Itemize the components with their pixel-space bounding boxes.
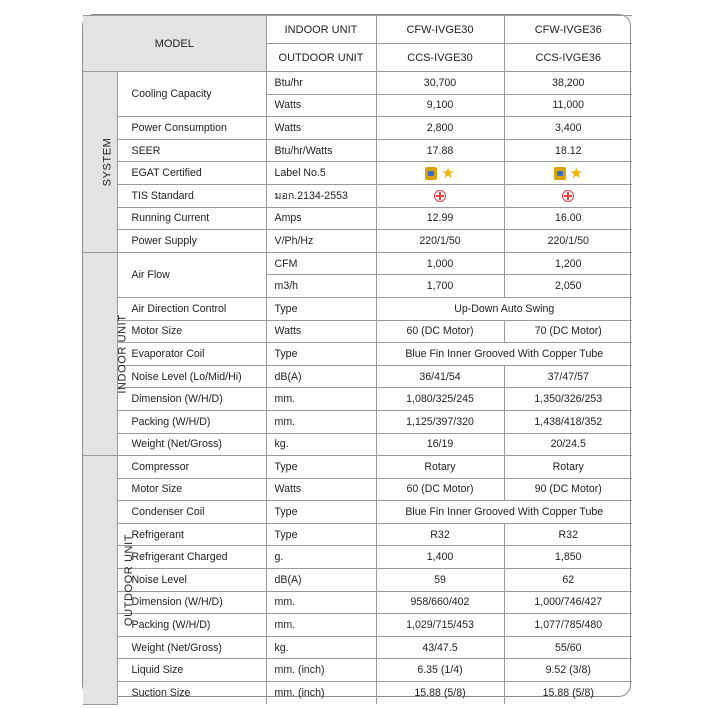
- indoor-model-2: CFW-IVGE36: [504, 16, 632, 44]
- value-noise_level-1: 59: [376, 569, 504, 592]
- value-weight-1: 16/19: [376, 433, 504, 456]
- value-motor_size-1: 60 (DC Motor): [376, 320, 504, 343]
- table-row: [83, 252, 632, 275]
- table-row: [83, 501, 632, 524]
- value-motor_size-2: 70 (DC Motor): [504, 320, 632, 343]
- value-refrigerant_charged-2: 1,850: [504, 546, 632, 569]
- unit-refrigerant_charged: g.: [266, 546, 376, 569]
- table-row: [83, 162, 632, 185]
- unit-condenser_coil: Type: [266, 501, 376, 524]
- value-evaporator_coil: Blue Fin Inner Grooved With Copper Tube: [376, 343, 632, 366]
- value-seer-2: 18.12: [504, 139, 632, 162]
- unit-refrigerant: Type: [266, 523, 376, 546]
- value-weight-2: 20/24.5: [504, 433, 632, 456]
- param-air_direction: Air Direction Control: [117, 297, 266, 320]
- param-air_flow: Air Flow: [117, 252, 266, 297]
- unit-cooling_capacity-b: Watts: [266, 94, 376, 117]
- table-row: [83, 523, 632, 546]
- table-row: [83, 207, 632, 230]
- table-row: [83, 72, 632, 95]
- param-egat: EGAT Certified: [117, 162, 266, 185]
- value-liquid_size-2: 9.52 (3/8): [504, 659, 632, 682]
- table-row: [83, 139, 632, 162]
- param-dimension: Dimension (W/H/D): [117, 591, 266, 614]
- section-indoor: [83, 252, 129, 455]
- table-row: [83, 184, 632, 207]
- value-air_flow-a-1: 1,000: [376, 252, 504, 275]
- section-system: [83, 72, 117, 253]
- value-running_current-1: 12.99: [376, 207, 504, 230]
- value-compressor-2: Rotary: [504, 456, 632, 479]
- table-row: [83, 636, 632, 659]
- param-tis: TIS Standard: [117, 184, 266, 207]
- unit-tis: มอก.2134-2553: [266, 184, 376, 207]
- value-dimension-1: 958/660/402: [376, 591, 504, 614]
- value-egat-1: [376, 162, 504, 185]
- egat-icons: [554, 166, 583, 181]
- value-refrigerant-1: R32: [376, 523, 504, 546]
- param-weight: Weight (Net/Gross): [117, 433, 266, 456]
- table-row: [83, 456, 632, 479]
- value-suction_size-1: 15.88 (5/8): [376, 682, 504, 705]
- unit-suction_size: mm. (inch): [266, 682, 376, 705]
- value-cooling_capacity-a-2: 38,200: [504, 72, 632, 95]
- spec-table: [83, 15, 632, 705]
- value-packing-2: 1,077/785/480: [504, 614, 632, 637]
- param-suction_size: Suction Size: [117, 682, 266, 705]
- unit-seer: Btu/hr/Watts: [266, 139, 376, 162]
- egat-icons: [425, 166, 454, 181]
- unit-weight: kg.: [266, 636, 376, 659]
- unit-cooling_capacity-a: Btu/hr: [266, 72, 376, 95]
- param-noise_level: Noise Level: [117, 569, 266, 592]
- value-cooling_capacity-b-2: 11,000: [504, 94, 632, 117]
- value-packing-1: 1,029/715/453: [376, 614, 504, 637]
- unit-dimension: mm.: [266, 388, 376, 411]
- table-row: [83, 297, 632, 320]
- unit-noise_level: dB(A): [266, 569, 376, 592]
- section-label-outdoor: OUTDOOR UNIT: [123, 533, 136, 626]
- table-row: [83, 365, 632, 388]
- value-air_flow-a-2: 1,200: [504, 252, 632, 275]
- star-icon: ★: [441, 164, 455, 182]
- unit-power_supply: V/Ph/Hz: [266, 230, 376, 253]
- table-row: [83, 659, 632, 682]
- param-evaporator_coil: Evaporator Coil: [117, 343, 266, 366]
- value-seer-1: 17.88: [376, 139, 504, 162]
- unit-liquid_size: mm. (inch): [266, 659, 376, 682]
- value-dimension-1: 1,080/325/245: [376, 388, 504, 411]
- value-refrigerant-2: R32: [504, 523, 632, 546]
- param-weight: Weight (Net/Gross): [117, 636, 266, 659]
- param-motor_size: Motor Size: [117, 320, 266, 343]
- param-noise_level: Noise Level (Lo/Mid/Hi): [117, 365, 266, 388]
- unit-air_flow-a: CFM: [266, 252, 376, 275]
- unit-air_flow-b: m3/h: [266, 275, 376, 298]
- outdoor-model-2: CCS-IVGE36: [504, 44, 632, 72]
- unit-air_direction: Type: [266, 297, 376, 320]
- unit-dimension: mm.: [266, 591, 376, 614]
- param-compressor: Compressor: [117, 456, 266, 479]
- section-label-system: SYSTEM: [101, 137, 114, 187]
- table-row: [83, 569, 632, 592]
- section-label-indoor: INDOOR UNIT: [116, 314, 129, 394]
- indoor-unit-label: INDOOR UNIT: [266, 16, 376, 44]
- value-noise_level-2: 62: [504, 569, 632, 592]
- table-row: [83, 388, 632, 411]
- value-weight-1: 43/47.5: [376, 636, 504, 659]
- table-row: [83, 16, 632, 44]
- param-cooling_capacity: Cooling Capacity: [117, 72, 266, 117]
- param-packing: Packing (W/H/D): [117, 410, 266, 433]
- value-noise_level-2: 37/47/57: [504, 365, 632, 388]
- section-outdoor: [83, 456, 136, 705]
- param-power_supply: Power Supply: [117, 230, 266, 253]
- value-running_current-2: 16.00: [504, 207, 632, 230]
- param-running_current: Running Current: [117, 207, 266, 230]
- value-liquid_size-1: 6.35 (1/4): [376, 659, 504, 682]
- tis-mark-icon: [434, 190, 446, 202]
- value-suction_size-2: 15.88 (5/8): [504, 682, 632, 705]
- value-weight-2: 55/60: [504, 636, 632, 659]
- value-noise_level-1: 36/41/54: [376, 365, 504, 388]
- table-row: [83, 230, 632, 253]
- param-condenser_coil: Condenser Coil: [117, 501, 266, 524]
- table-row: [83, 320, 632, 343]
- table-row: [83, 591, 632, 614]
- param-dimension: Dimension (W/H/D): [117, 388, 266, 411]
- unit-motor_size: Watts: [266, 478, 376, 501]
- value-cooling_capacity-b-1: 9,100: [376, 94, 504, 117]
- table-row: [83, 117, 632, 140]
- param-seer: SEER: [117, 139, 266, 162]
- value-air_flow-b-1: 1,700: [376, 275, 504, 298]
- param-power_consumption: Power Consumption: [117, 117, 266, 140]
- value-egat-2: [504, 162, 632, 185]
- param-liquid_size: Liquid Size: [117, 659, 266, 682]
- unit-power_consumption: Watts: [266, 117, 376, 140]
- value-power_supply-1: 220/1/50: [376, 230, 504, 253]
- unit-weight: kg.: [266, 433, 376, 456]
- unit-noise_level: dB(A): [266, 365, 376, 388]
- egat-label5-icon: [425, 167, 437, 180]
- param-refrigerant: Refrigerant: [117, 523, 266, 546]
- table-row: [83, 478, 632, 501]
- value-condenser_coil: Blue Fin Inner Grooved With Copper Tube: [376, 501, 632, 524]
- unit-compressor: Type: [266, 456, 376, 479]
- unit-motor_size: Watts: [266, 320, 376, 343]
- table-row: [83, 433, 632, 456]
- unit-packing: mm.: [266, 614, 376, 637]
- value-air_flow-b-2: 2,050: [504, 275, 632, 298]
- outdoor-unit-label: OUTDOOR UNIT: [266, 44, 376, 72]
- value-power_consumption-2: 3,400: [504, 117, 632, 140]
- value-motor_size-2: 90 (DC Motor): [504, 478, 632, 501]
- value-tis-2: [504, 184, 632, 207]
- star-icon: ★: [569, 164, 583, 182]
- value-air_direction: Up-Down Auto Swing: [376, 297, 632, 320]
- table-row: [83, 343, 632, 366]
- value-cooling_capacity-a-1: 30,700: [376, 72, 504, 95]
- spec-sheet: [82, 14, 631, 700]
- indoor-model-1: CFW-IVGE30: [376, 16, 504, 44]
- model-label: MODEL: [83, 16, 266, 72]
- value-tis-1: [376, 184, 504, 207]
- value-compressor-1: Rotary: [376, 456, 504, 479]
- param-refrigerant_charged: Refrigerant Charged: [117, 546, 266, 569]
- outdoor-model-1: CCS-IVGE30: [376, 44, 504, 72]
- value-refrigerant_charged-1: 1,400: [376, 546, 504, 569]
- unit-evaporator_coil: Type: [266, 343, 376, 366]
- table-row: [83, 614, 632, 637]
- value-packing-1: 1,125/397/320: [376, 410, 504, 433]
- value-packing-2: 1,438/418/352: [504, 410, 632, 433]
- tis-mark-icon: [562, 190, 574, 202]
- egat-label5-icon: [554, 167, 566, 180]
- value-motor_size-1: 60 (DC Motor): [376, 478, 504, 501]
- value-power_consumption-1: 2,800: [376, 117, 504, 140]
- param-packing: Packing (W/H/D): [117, 614, 266, 637]
- value-dimension-2: 1,350/326/253: [504, 388, 632, 411]
- table-row: [83, 682, 632, 705]
- table-row: [83, 410, 632, 433]
- param-motor_size: Motor Size: [117, 478, 266, 501]
- unit-egat: Label No.5: [266, 162, 376, 185]
- table-row: [83, 546, 632, 569]
- value-power_supply-2: 220/1/50: [504, 230, 632, 253]
- unit-packing: mm.: [266, 410, 376, 433]
- value-dimension-2: 1,000/746/427: [504, 591, 632, 614]
- unit-running_current: Amps: [266, 207, 376, 230]
